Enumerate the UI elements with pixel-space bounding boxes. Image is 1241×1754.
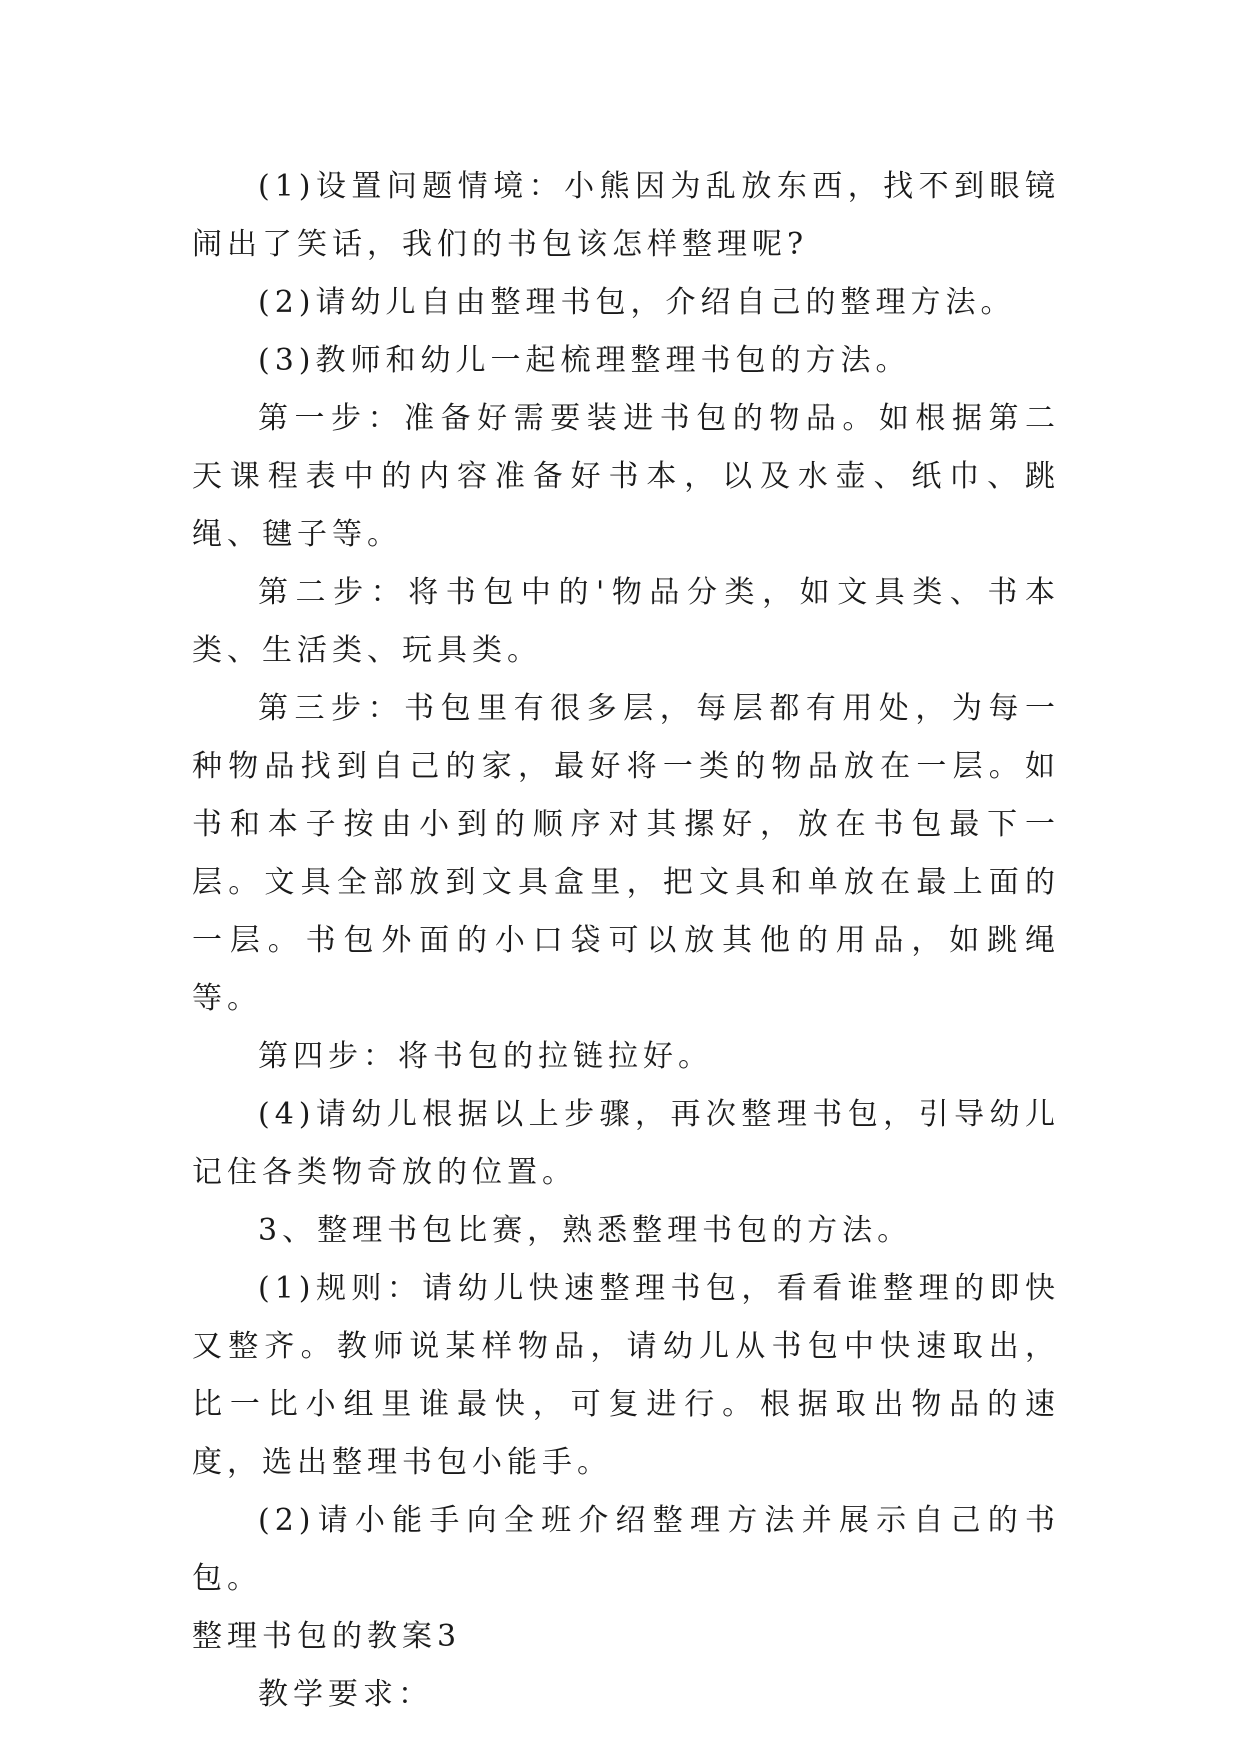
- paragraph-step-1: (1)设置问题情境：小熊因为乱放东西，找不到眼镜闹出了笑话，我们的书包该怎样整理呢?: [192, 169, 1060, 262]
- section-heading: 整理书包的教案3: [192, 1619, 462, 1654]
- paragraph-step-3: (3)教师和幼儿一起梳理整理书包的方法。: [258, 343, 911, 378]
- paragraph-third-step: 第三步：书包里有很多层，每层都有用处，为每一种物品找到自己的家，最好将一类的物品放在一层。如书和本子按由小到的顺序对其摞好，放在书包最下一层。文具全部放到文具盒里，把文具和单放在最上面的一层。书包外面的小口袋可以放其他的用品，如跳绳等。: [192, 691, 1060, 1016]
- paragraph-step-2: (2)请幼儿自由整理书包，介绍自己的整理方法。: [258, 285, 1016, 320]
- paragraph-second-step: 第二步：将书包中的'物品分类，如文具类、书本类、生活类、玩具类。: [192, 575, 1060, 668]
- paragraph-step-4: (4)请幼儿根据以上步骤，再次整理书包，引导幼儿记住各类物奇放的位置。: [192, 1097, 1060, 1190]
- paragraph-fourth-step: 第四步：将书包的拉链拉好。: [258, 1039, 713, 1074]
- paragraph-teaching-requirements: 教学要求：: [258, 1677, 433, 1712]
- paragraph-section-3: 3、整理书包比赛，熟悉整理书包的方法。: [258, 1213, 913, 1248]
- paragraph-first-step: 第一步：准备好需要装进书包的物品。如根据第二天课程表中的内容准备好书本，以及水壶、纸巾、跳绳、毽子等。: [192, 401, 1060, 552]
- document-page: [192, 158, 1060, 1724]
- paragraph-showcase: (2)请小能手向全班介绍整理方法并展示自己的书包。: [192, 1503, 1060, 1596]
- paragraph-rules: (1)规则：请幼儿快速整理书包，看看谁整理的即快又整齐。教师说某样物品，请幼儿从书包中快速取出，比一比小组里谁最快，可复进行。根据取出物品的速度，选出整理书包小能手。: [192, 1271, 1060, 1480]
